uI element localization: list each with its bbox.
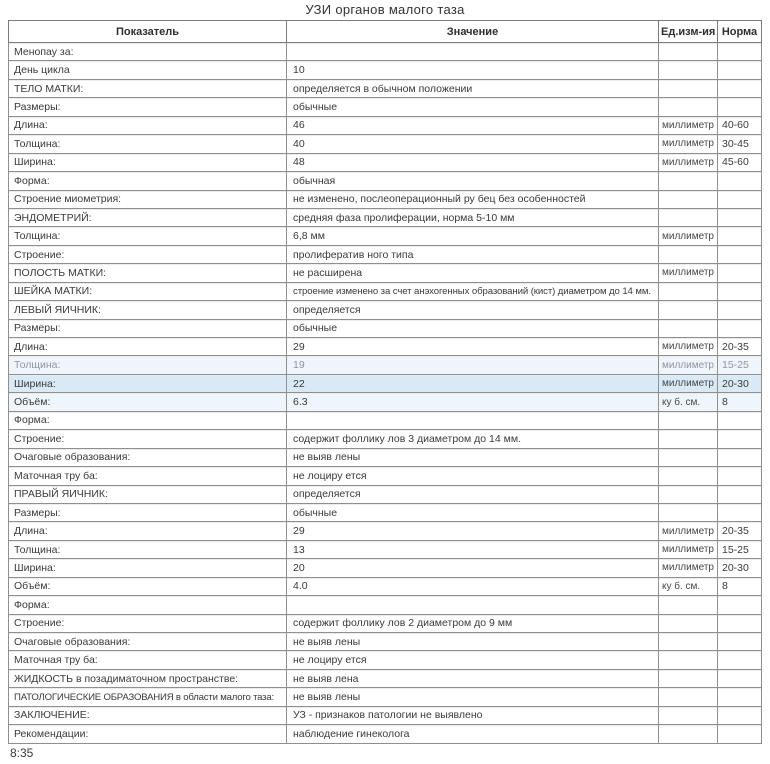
indicator-cell: Маточная тру ба: — [9, 651, 287, 669]
indicator-cell: День цикла — [9, 61, 287, 79]
unit-cell — [659, 503, 718, 521]
table-row — [9, 577, 762, 595]
norm-cell — [718, 669, 762, 687]
unit-cell — [659, 467, 718, 485]
unit-cell: миллиметр — [659, 338, 718, 356]
norm-cell: 40-60 — [718, 116, 762, 134]
table-row — [9, 208, 762, 226]
value-cell — [287, 43, 659, 61]
indicator-cell: Ширина: — [9, 153, 287, 171]
unit-cell — [659, 79, 718, 97]
value-cell: 4.0 — [287, 577, 659, 595]
value-cell: обычные — [287, 98, 659, 116]
indicator-cell: Менопау за: — [9, 43, 287, 61]
column-header-indicator: Показатель — [9, 21, 287, 43]
value-cell: обычные — [287, 503, 659, 521]
indicator-cell: ЭНДОМЕТРИЙ: — [9, 208, 287, 226]
value-cell: средняя фаза пролиферации, норма 5-10 мм — [287, 208, 659, 226]
indicator-cell: Форма: — [9, 411, 287, 429]
page-title: УЗИ органов малого таза — [305, 2, 465, 17]
header-row — [9, 21, 762, 43]
unit-cell: миллиметр — [659, 356, 718, 374]
norm-cell: 20-30 — [718, 559, 762, 577]
value-cell: 20 — [287, 559, 659, 577]
norm-cell — [718, 596, 762, 614]
value-cell: УЗ - признаков патологии не выявлено — [287, 706, 659, 724]
norm-cell — [718, 245, 762, 263]
table-row — [9, 135, 762, 153]
norm-cell — [718, 190, 762, 208]
unit-cell: миллиметр — [659, 227, 718, 245]
norm-cell: 20-35 — [718, 522, 762, 540]
value-cell: содержит фоллику лов 2 диаметром до 9 мм — [287, 614, 659, 632]
table-row — [9, 411, 762, 429]
indicator-cell: ПРАВЫЙ ЯИЧНИК: — [9, 485, 287, 503]
norm-cell: 8 — [718, 393, 762, 411]
value-cell: 29 — [287, 338, 659, 356]
unit-cell — [659, 411, 718, 429]
table-row — [9, 98, 762, 116]
unit-cell — [659, 725, 718, 743]
indicator-cell: Ширина: — [9, 559, 287, 577]
norm-cell — [718, 301, 762, 319]
column-header-value: Значение — [287, 21, 659, 43]
indicator-cell: Объём: — [9, 393, 287, 411]
table-row — [9, 522, 762, 540]
norm-cell — [718, 43, 762, 61]
table-row — [9, 485, 762, 503]
unit-cell — [659, 485, 718, 503]
value-cell: обычные — [287, 319, 659, 337]
norm-cell — [718, 227, 762, 245]
table-row — [9, 319, 762, 337]
value-cell: не лоциру ется — [287, 467, 659, 485]
indicator-cell: Размеры: — [9, 319, 287, 337]
table-row — [9, 503, 762, 521]
indicator-cell: ЛЕВЫЙ ЯИЧНИК: — [9, 301, 287, 319]
table-row — [9, 282, 762, 300]
table-row — [9, 614, 762, 632]
table-row — [9, 43, 762, 61]
norm-cell — [718, 79, 762, 97]
table-row — [9, 651, 762, 669]
value-cell: 10 — [287, 61, 659, 79]
table-row — [9, 540, 762, 558]
indicator-cell: Объём: — [9, 577, 287, 595]
norm-cell — [718, 485, 762, 503]
unit-cell — [659, 190, 718, 208]
value-cell: строение изменено за счет анэхогенных образований (кист) диаметром до 14 мм. — [287, 282, 659, 300]
unit-cell — [659, 633, 718, 651]
unit-cell: миллиметр — [659, 153, 718, 171]
norm-cell — [718, 503, 762, 521]
value-cell — [287, 596, 659, 614]
norm-cell — [718, 264, 762, 282]
unit-cell — [659, 319, 718, 337]
value-cell: 48 — [287, 153, 659, 171]
value-cell: 13 — [287, 540, 659, 558]
norm-cell: 15-25 — [718, 356, 762, 374]
value-cell: 6,8 мм — [287, 227, 659, 245]
unit-cell — [659, 669, 718, 687]
value-cell: 29 — [287, 522, 659, 540]
table-row — [9, 448, 762, 466]
norm-cell — [718, 98, 762, 116]
value-cell: 22 — [287, 374, 659, 392]
norm-cell — [718, 614, 762, 632]
table-row — [9, 356, 762, 374]
column-header-unit: Ед.изм-ия — [659, 21, 718, 43]
value-cell — [287, 411, 659, 429]
indicator-cell: Очаговые образования: — [9, 633, 287, 651]
value-cell: 40 — [287, 135, 659, 153]
unit-cell — [659, 61, 718, 79]
table-row — [9, 633, 762, 651]
norm-cell — [718, 467, 762, 485]
indicator-cell: Форма: — [9, 596, 287, 614]
value-cell: пролифератив ного типа — [287, 245, 659, 263]
table-row — [9, 245, 762, 263]
table-row — [9, 688, 762, 706]
indicator-cell: Очаговые образования: — [9, 448, 287, 466]
indicator-cell: ТЕЛО МАТКИ: — [9, 79, 287, 97]
unit-cell: миллиметр — [659, 522, 718, 540]
table-row — [9, 116, 762, 134]
value-cell: не лоциру ется — [287, 651, 659, 669]
norm-cell: 45-60 — [718, 153, 762, 171]
indicator-cell: Строение: — [9, 430, 287, 448]
table-row — [9, 706, 762, 724]
indicator-cell: Строение: — [9, 245, 287, 263]
norm-cell: 20-30 — [718, 374, 762, 392]
indicator-cell: ШЕЙКА МАТКИ: — [9, 282, 287, 300]
norm-cell: 30-45 — [718, 135, 762, 153]
norm-cell — [718, 706, 762, 724]
value-cell: определяется — [287, 301, 659, 319]
indicator-cell: ПОЛОСТЬ МАТКИ: — [9, 264, 287, 282]
report-table-body — [9, 43, 762, 744]
unit-cell: ку б. см. — [659, 393, 718, 411]
table-row — [9, 190, 762, 208]
norm-cell — [718, 633, 762, 651]
indicator-cell: Строение миометрия: — [9, 190, 287, 208]
unit-cell — [659, 688, 718, 706]
unit-cell: миллиметр — [659, 135, 718, 153]
indicator-cell: ЖИДКОСТЬ в позадиматочном пространстве: — [9, 669, 287, 687]
indicator-cell: Строение: — [9, 614, 287, 632]
table-row — [9, 393, 762, 411]
norm-cell: 15-25 — [718, 540, 762, 558]
indicator-cell: ЗАКЛЮЧЕНИЕ: — [9, 706, 287, 724]
value-cell: не изменено, послеоперационный ру бец без особенностей — [287, 190, 659, 208]
indicator-cell: Маточная тру ба: — [9, 467, 287, 485]
indicator-cell: Длина: — [9, 116, 287, 134]
table-row — [9, 669, 762, 687]
value-cell: 19 — [287, 356, 659, 374]
value-cell: 46 — [287, 116, 659, 134]
indicator-cell: Толщина: — [9, 540, 287, 558]
norm-cell — [718, 208, 762, 226]
table-row — [9, 227, 762, 245]
norm-cell — [718, 725, 762, 743]
table-row — [9, 79, 762, 97]
norm-cell: 8 — [718, 577, 762, 595]
norm-cell: 20-35 — [718, 338, 762, 356]
table-row — [9, 467, 762, 485]
value-cell: 6.3 — [287, 393, 659, 411]
unit-cell — [659, 430, 718, 448]
indicator-cell: Толщина: — [9, 356, 287, 374]
unit-cell: миллиметр — [659, 540, 718, 558]
unit-cell — [659, 245, 718, 263]
unit-cell: миллиметр — [659, 559, 718, 577]
unit-cell — [659, 706, 718, 724]
table-row — [9, 61, 762, 79]
table-row — [9, 301, 762, 319]
footer-time: 8:35 — [10, 746, 34, 760]
norm-cell — [718, 448, 762, 466]
unit-cell — [659, 614, 718, 632]
unit-cell — [659, 43, 718, 61]
unit-cell — [659, 301, 718, 319]
value-cell: обычная — [287, 172, 659, 190]
norm-cell — [718, 61, 762, 79]
value-cell: не выяв лена — [287, 669, 659, 687]
norm-cell — [718, 688, 762, 706]
indicator-cell: Длина: — [9, 338, 287, 356]
value-cell: не выяв лены — [287, 633, 659, 651]
unit-cell — [659, 172, 718, 190]
unit-cell: миллиметр — [659, 374, 718, 392]
value-cell: не выяв лены — [287, 448, 659, 466]
table-row — [9, 338, 762, 356]
norm-cell — [718, 172, 762, 190]
column-header-norm: Норма — [718, 21, 762, 43]
value-cell: определяется — [287, 485, 659, 503]
norm-cell — [718, 411, 762, 429]
norm-cell — [718, 319, 762, 337]
value-cell: наблюдение гинеколога — [287, 725, 659, 743]
value-cell: не расширена — [287, 264, 659, 282]
table-row — [9, 559, 762, 577]
unit-cell — [659, 98, 718, 116]
unit-cell — [659, 282, 718, 300]
unit-cell — [659, 448, 718, 466]
indicator-cell: Рекомендации: — [9, 725, 287, 743]
unit-cell — [659, 208, 718, 226]
unit-cell: миллиметр — [659, 264, 718, 282]
indicator-cell: Толщина: — [9, 227, 287, 245]
table-row — [9, 374, 762, 392]
table-row — [9, 264, 762, 282]
table-row — [9, 430, 762, 448]
indicator-cell: Размеры: — [9, 98, 287, 116]
indicator-cell: Ширина: — [9, 374, 287, 392]
indicator-cell: Размеры: — [9, 503, 287, 521]
value-cell: определяется в обычном положении — [287, 79, 659, 97]
norm-cell — [718, 651, 762, 669]
indicator-cell: Толщина: — [9, 135, 287, 153]
report-table — [8, 20, 762, 744]
norm-cell — [718, 282, 762, 300]
table-row — [9, 153, 762, 171]
table-row — [9, 725, 762, 743]
unit-cell: миллиметр — [659, 116, 718, 134]
unit-cell: ку б. см. — [659, 577, 718, 595]
unit-cell — [659, 651, 718, 669]
value-cell: содержит фоллику лов 3 диаметром до 14 мм. — [287, 430, 659, 448]
unit-cell — [659, 596, 718, 614]
norm-cell — [718, 430, 762, 448]
table-row — [9, 172, 762, 190]
table-row — [9, 596, 762, 614]
indicator-cell: Длина: — [9, 522, 287, 540]
indicator-cell: Форма: — [9, 172, 287, 190]
value-cell: не выяв лены — [287, 688, 659, 706]
indicator-cell: ПАТОЛОГИЧЕСКИЕ ОБРАЗОВАНИЯ в области малого таза: — [9, 688, 287, 706]
